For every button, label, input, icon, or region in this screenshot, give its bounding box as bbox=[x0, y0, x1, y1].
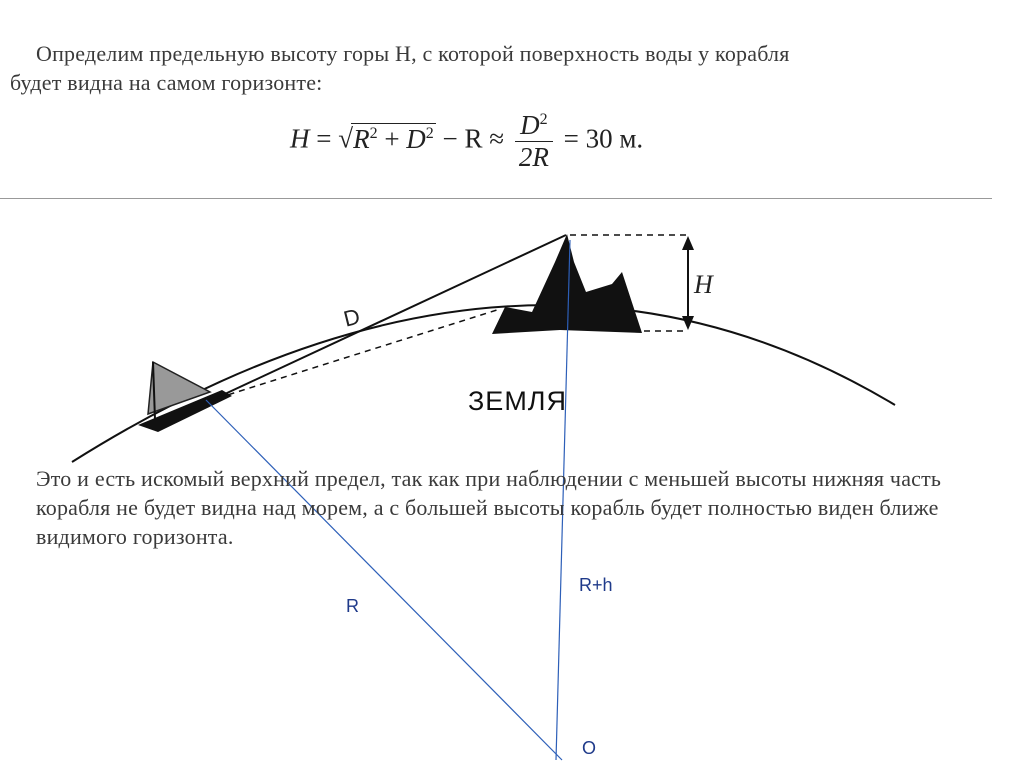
sqrt-sign: √ bbox=[338, 123, 354, 154]
sqrt-r: R bbox=[353, 123, 370, 154]
frac-num-exp: 2 bbox=[539, 111, 548, 128]
frac-denominator: 2R bbox=[518, 142, 549, 172]
h-label: H bbox=[694, 270, 713, 299]
formula-result: = 30 м. bbox=[556, 123, 644, 154]
conclusion-paragraph: Это и есть искомый верхний предел, так как при наблюдении с меньшей высоты нижняя часть корабля не будет видна над морем, а с большей высоты корабль будет полностью виден ближе видимого горизонта. bbox=[36, 466, 942, 549]
sqrt-d: D bbox=[406, 123, 426, 154]
height-arrow-bottom bbox=[682, 316, 694, 330]
formula-minus-r: − R ≈ bbox=[435, 123, 511, 154]
frac-num-d: D bbox=[520, 110, 540, 140]
intro-line-2: будет видна на самом горизонте: bbox=[10, 70, 323, 95]
radius-line-r bbox=[206, 400, 562, 760]
height-arrow-top bbox=[682, 236, 694, 250]
mountain-shape bbox=[492, 234, 642, 334]
rh-label: R+h bbox=[579, 575, 613, 595]
sqrt-plus: + bbox=[377, 123, 407, 154]
formula-eq: = bbox=[309, 123, 339, 154]
sqrt-r-exp: 2 bbox=[369, 124, 378, 142]
r-label: R bbox=[346, 596, 359, 616]
sqrt-d-exp: 2 bbox=[425, 124, 434, 142]
intro-line-1: Определим предельную высоту горы H, с которой поверхность воды у корабля bbox=[36, 41, 790, 66]
earth-label: ЗЕМЛЯ bbox=[468, 386, 568, 416]
center-o-label: O bbox=[582, 738, 597, 758]
d-label: D bbox=[341, 303, 363, 332]
formula-lhs: H bbox=[290, 123, 310, 154]
